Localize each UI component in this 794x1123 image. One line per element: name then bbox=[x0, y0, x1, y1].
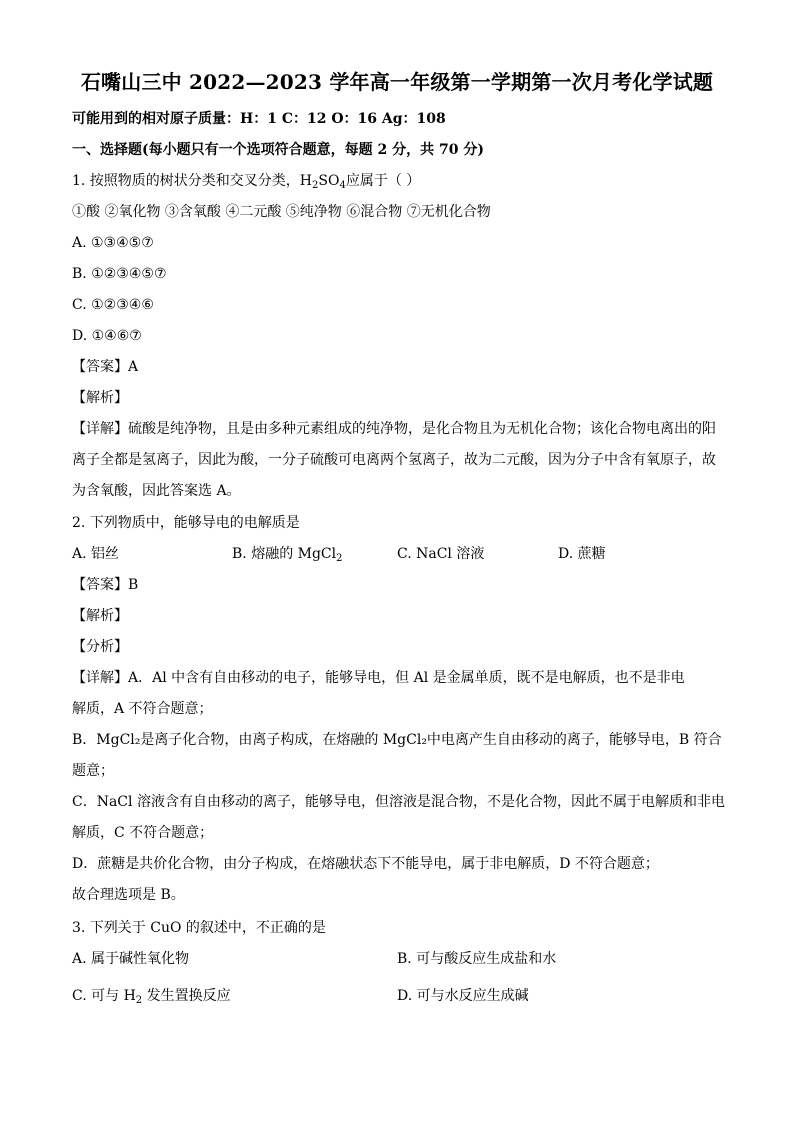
q2-detail-line: 题意； bbox=[72, 763, 114, 779]
q3-option-c-text: C. 可与 H bbox=[72, 988, 136, 1004]
q1-detail-line: 离子全都是氢离子，因此为酸，一分子硫酸可电离两个氢离子，故为二元酸，因为分子中含有氧原子，故 bbox=[72, 452, 716, 468]
q2-detail-line: B．MgCl₂是离子化合物，由离子构成，在熔融的 MgCl₂中电离产生自由移动的离子，能够导电，B 符合 bbox=[72, 732, 722, 748]
q2-option-b-sub: 2 bbox=[336, 553, 343, 564]
q2-stem: 2. 下列物质中，能够导电的电解质是 bbox=[72, 515, 300, 531]
q1-detail-line: 【详解】硫酸是纯净物，且是由多种元素组成的纯净物，是化合物且为无机化合物；该化合物电离出的阳 bbox=[72, 421, 716, 437]
atomic-mass-line: 可能用到的相对原子质量：H：1 C：12 O：16 Ag：108 bbox=[72, 111, 446, 127]
q3-stem: 3. 下列关于 CuO 的叙述中，不正确的是 bbox=[72, 920, 326, 936]
q2-option-a: A. 铝丝 bbox=[72, 546, 120, 562]
q3-option-c bbox=[72, 987, 231, 1010]
q2-analysis: 【解析】 bbox=[72, 608, 128, 624]
q2-detail-line: 解质，A 不符合题意； bbox=[72, 701, 213, 717]
q1-sub-2: 2 bbox=[312, 180, 319, 191]
q2-option-c: C. NaCl 溶液 bbox=[397, 546, 485, 562]
q1-sub-4: 4 bbox=[339, 180, 346, 191]
q1-answer: 【答案】A bbox=[72, 359, 139, 375]
q1-items: ①酸 ②氧化物 ③含氧酸 ④二元酸 ⑤纯净物 ⑥混合物 ⑦无机化合物 bbox=[72, 204, 491, 220]
q2-detail-line: 【详解】A．Al 中含有自由移动的电子，能够导电，但 Al 是金属单质，既不是电解质，也不是非电 bbox=[72, 670, 685, 686]
q2-detail-line: D．蔗糖是共价化合物，由分子构成，在熔融状态下不能导电，属于非电解质，D 不符合题意； bbox=[72, 856, 659, 872]
page-title: 石嘴山三中 2022—2023 学年高一年级第一学期第一次月考化学试题 bbox=[80, 70, 714, 94]
q1-stem-mid: SO bbox=[318, 173, 340, 189]
q3-option-b: B. 可与酸反应生成盐和水 bbox=[397, 951, 557, 967]
q1-stem-pre: 1. 按照物质的树状分类和交叉分类，H bbox=[72, 173, 313, 189]
q3-option-a: A. 属于碱性氧化物 bbox=[72, 951, 190, 967]
q1-stem bbox=[72, 172, 420, 195]
q2-option-b bbox=[232, 545, 343, 568]
q2-fenxi: 【分析】 bbox=[72, 639, 128, 655]
section-heading: 一、选择题(每小题只有一个选项符合题意，每题 2 分，共 70 分) bbox=[72, 142, 484, 158]
q1-detail-line: 为含氧酸，因此答案选 A。 bbox=[72, 483, 241, 499]
q1-option-c: C. ①②③④⑥ bbox=[72, 297, 154, 313]
q2-detail-line: C．NaCl 溶液含有自由移动的离子，能够导电，但溶液是混合物，不是化合物，因此不属于电解质和非电 bbox=[72, 794, 725, 810]
q2-answer: 【答案】B bbox=[72, 577, 139, 593]
q2-option-d: D. 蔗糖 bbox=[558, 546, 606, 562]
q3-option-c-sub: 2 bbox=[135, 995, 143, 1006]
q2-detail-line: 解质，C 不符合题意； bbox=[72, 825, 214, 841]
q1-option-b: B. ①②③④⑤⑦ bbox=[72, 266, 167, 282]
q3-option-c-post: 发生置换反应 bbox=[142, 988, 231, 1004]
q1-analysis: 【解析】 bbox=[72, 390, 128, 406]
q2-detail-line: 故合理选项是 B。 bbox=[72, 887, 185, 903]
q2-option-b-text: B. 熔融的 MgCl bbox=[232, 546, 337, 562]
q1-stem-post: 应属于（ ） bbox=[345, 173, 421, 189]
q1-option-a: A. ①③④⑤⑦ bbox=[72, 235, 154, 251]
q1-option-d: D. ①④⑥⑦ bbox=[72, 328, 142, 344]
q3-option-d: D. 可与水反应生成碱 bbox=[397, 988, 529, 1004]
